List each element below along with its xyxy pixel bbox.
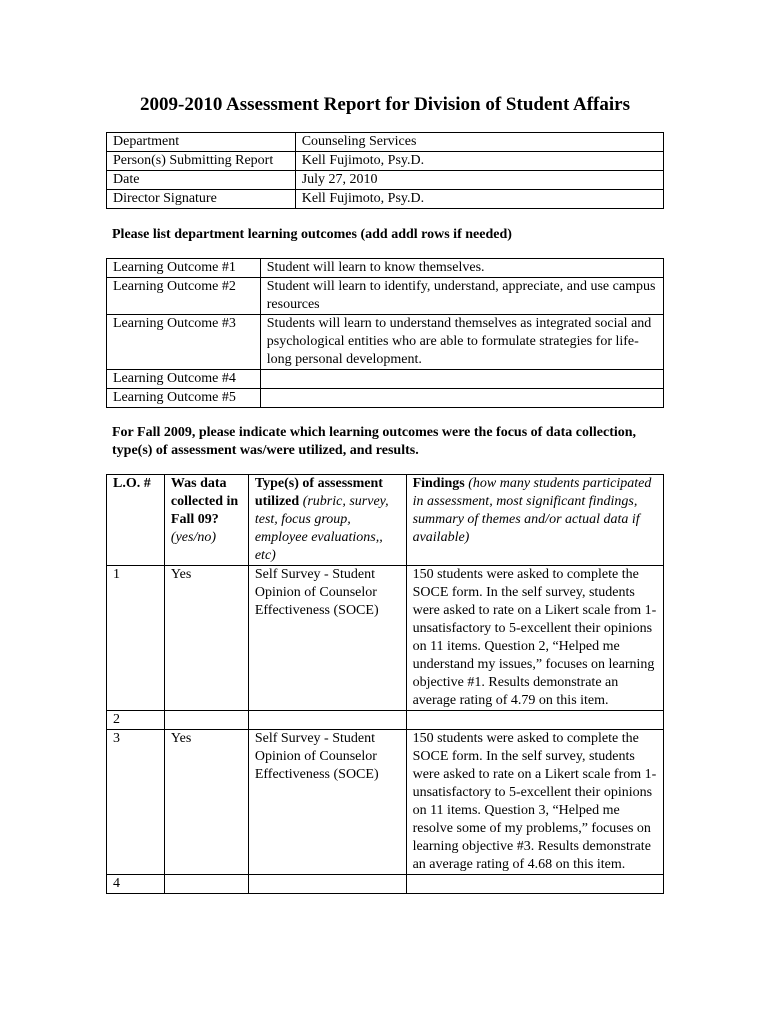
header-findings-bold: Findings (412, 476, 465, 491)
fall-row (107, 711, 664, 730)
header-data-collected (164, 475, 248, 566)
outcome-row (107, 315, 664, 370)
row-lo-number: 3 (107, 730, 165, 875)
outcome-label: Learning Outcome #2 (107, 278, 261, 315)
row-collected: Yes (164, 730, 248, 875)
row-findings: 150 students were asked to complete the SOCE form. In the self survey, students were asked to rate on a Likert scale from 1-unsatisfactory to 5-excellent their opinions on 11 items. Question 2, “Helped me understand my issues,” focuses on learning objective #1. Results demonstrate an average rating of 4.79 on this item. (406, 566, 663, 711)
outcome-text: Student will learn to know themselves. (260, 259, 663, 278)
fall-header-row (107, 475, 664, 566)
outcomes-heading: Please list department learning outcomes (add addl rows if needed) (112, 227, 512, 242)
outcome-text: Student will learn to identify, understand, appreciate, and use campus resources (260, 278, 663, 315)
info-row-date (107, 171, 664, 190)
outcome-label: Learning Outcome #3 (107, 315, 261, 370)
outcome-text: Students will learn to understand themselves as integrated social and psychological entities who are able to formulate strategies for life-long personal development. (260, 315, 663, 370)
row-lo-number: 1 (107, 566, 165, 711)
row-lo-number: 2 (107, 711, 165, 730)
info-value: July 27, 2010 (295, 171, 663, 190)
header-collected-italic: (yes/no) (170, 530, 217, 545)
row-assessment-type (248, 711, 406, 730)
info-row-director-signature (107, 190, 664, 209)
header-collected-bold: Was data collected in Fall 09? (170, 476, 239, 527)
info-value: Kell Fujimoto, Psy.D. (295, 152, 663, 171)
row-collected (164, 711, 248, 730)
info-label: Person(s) Submitting Report (107, 152, 296, 171)
header-lo-number: L.O. # (107, 475, 165, 566)
row-assessment-type (248, 875, 406, 894)
row-findings (406, 711, 663, 730)
header-findings (406, 475, 663, 566)
learning-outcomes-table (106, 258, 664, 408)
outcome-label: Learning Outcome #4 (107, 370, 261, 389)
info-row-department (107, 133, 664, 152)
page-title: 2009-2010 Assessment Report for Division of Student Affairs (140, 94, 630, 115)
outcome-text (260, 389, 663, 408)
row-lo-number: 4 (107, 875, 165, 894)
info-value: Kell Fujimoto, Psy.D. (295, 190, 663, 209)
row-findings: 150 students were asked to complete the SOCE form. In the self survey, students were asked to rate on a Likert scale from 1-unsatisfactory to 5-excellent their opinions on 11 items. Question 3, “Helped me resolve some of my problems,” focuses on learning objective #3. Results demonstrate an average rating of 4.68 on this item. (406, 730, 663, 875)
fall-row (107, 566, 664, 711)
outcome-row (107, 278, 664, 315)
outcome-row (107, 389, 664, 408)
outcome-label: Learning Outcome #1 (107, 259, 261, 278)
header-type-italic: (rubric, survey, test, focus group, employee evaluations,, etc) (254, 494, 389, 563)
fall-row (107, 875, 664, 894)
row-findings (406, 875, 663, 894)
row-assessment-type: Self Survey - Student Opinion of Counselor Effectiveness (SOCE) (248, 566, 406, 711)
report-info-table (106, 132, 664, 209)
info-row-submitter (107, 152, 664, 171)
header-findings-italic: (how many students participated in assessment, most significant findings, summary of themes and/or actual data if available) (412, 476, 652, 545)
fall-row (107, 730, 664, 875)
info-label: Director Signature (107, 190, 296, 209)
info-label: Department (107, 133, 296, 152)
header-type-bold: Type(s) of assessment utilized (254, 476, 383, 509)
outcome-label: Learning Outcome #5 (107, 389, 261, 408)
info-value: Counseling Services (295, 133, 663, 152)
fall-heading: For Fall 2009, please indicate which learning outcomes were the focus of data collection, type(s) of assessment was/were utilized, and results. (112, 425, 637, 458)
outcome-row (107, 370, 664, 389)
row-collected: Yes (164, 566, 248, 711)
fall-2009-assessment-table (106, 474, 664, 894)
outcome-text (260, 370, 663, 389)
row-assessment-type: Self Survey - Student Opinion of Counselor Effectiveness (SOCE) (248, 730, 406, 875)
header-assessment-type (248, 475, 406, 566)
info-label: Date (107, 171, 296, 190)
outcome-row (107, 259, 664, 278)
row-collected (164, 875, 248, 894)
